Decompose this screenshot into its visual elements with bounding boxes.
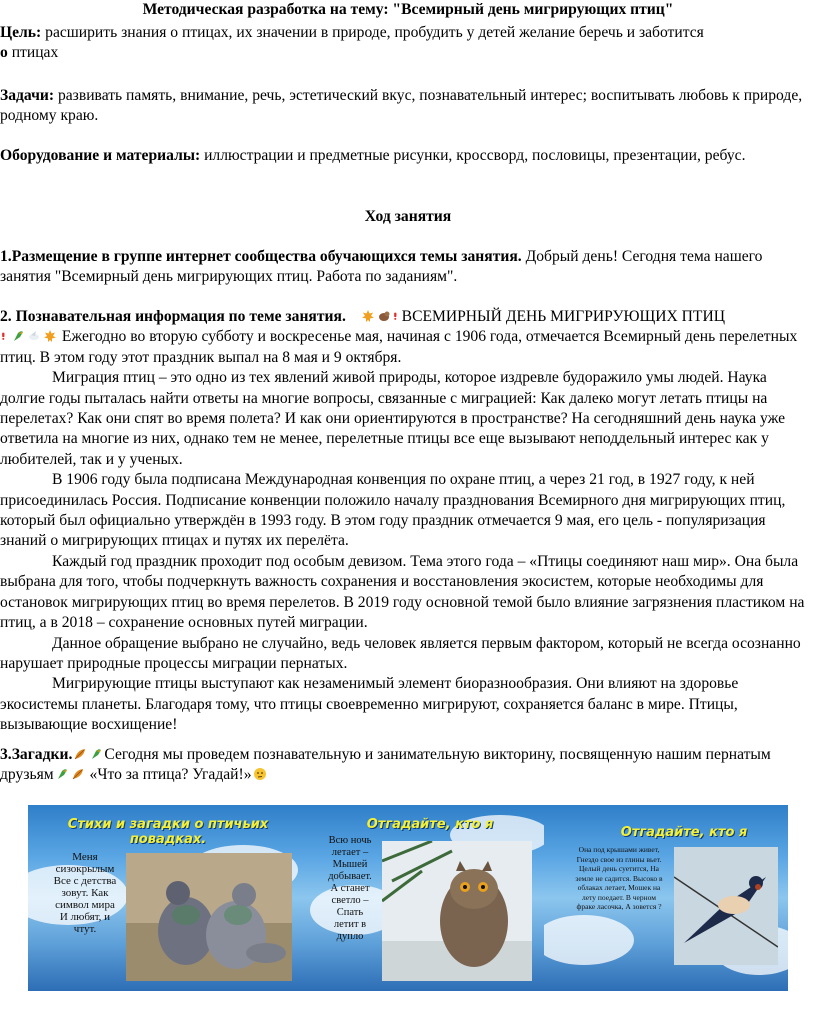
tasks-label: Задачи: xyxy=(0,87,55,104)
goal-text-tail: птицах xyxy=(7,44,59,62)
riddle-slide xyxy=(28,805,300,991)
autumn-leaves-icon xyxy=(73,747,87,761)
thinking-face-icon xyxy=(253,767,267,781)
slide-riddle-text: Всю ночь летает – Мышей добывает. А станет светло – Спать летит в дупло xyxy=(328,835,372,942)
slide-title: Отгадайте, кто я xyxy=(620,825,748,840)
riddle-slide xyxy=(544,805,788,991)
slide-riddle-text: Меня сизокрылым Все с детства зовут. Как символ мира И любят, и чтут. xyxy=(53,851,117,935)
pigeons-photo xyxy=(126,853,292,981)
section2-label: 2. Познавательная информация по теме занятия. xyxy=(0,308,346,325)
goal-paragraph xyxy=(0,23,806,64)
goal-text-o: о xyxy=(0,44,8,62)
tasks-text: развивать память, внимание, речь, эстетический вкус, познавательный интерес; воспитывать любовь к природе, родному краю. xyxy=(0,87,803,125)
parrot-icon xyxy=(55,767,69,781)
equipment-text: иллюстрации и предметные рисунки, кроссворд, пословицы, презентации, ребус. xyxy=(200,147,746,164)
owl-photo xyxy=(382,841,532,981)
section2-headline: ВСЕМИРНЫЙ ДЕНЬ МИГРИРУЮЩИХ ПТИЦ xyxy=(401,308,725,325)
bird-icon xyxy=(377,309,391,323)
swallow-photo xyxy=(674,847,778,965)
section3-quote: «Что за птица? Угадай!» xyxy=(85,766,252,784)
section3-paragraph xyxy=(0,745,806,786)
equipment-paragraph xyxy=(0,146,806,166)
parrot-icon xyxy=(11,329,25,343)
section2-block xyxy=(0,307,806,736)
cloud xyxy=(544,915,634,965)
riddle-slides xyxy=(28,805,788,991)
section2-paragraph-1: Миграция птиц – это одно из тех явлений живой природы, которое издревле будоражило умы людей. Наука долгие годы пыталась найти ответы на многие вопросы, связанные с миграцией: Как далеко могут летать птицы на перелетах? Как они спят во время полета? И как они ориентируются в пространстве? На сегодняшний день наука уже ответила на многие из них, однако тем не менее, перелетные птицы все еще вызывают неподдельный интерес как у любителей, так и у ученых. xyxy=(0,369,786,468)
section2-intro: Ежегодно во вторую субботу и воскресенье мая, начиная с 1906 года, отмечается Всемирный день перелетных птиц. В этом году этот праздник выпал на 8 мая и 9 октября. xyxy=(0,328,798,366)
tasks-paragraph xyxy=(0,86,806,127)
slide-riddle-text: Она под крышами живет, Гнездо свое из глины вьет. Целый день суетится, На земле не садится. Высоко в облаках летает, Мошек на лету поедает. В черном фраке ласочка, А зовется ? xyxy=(575,845,663,911)
maple-leaf-icon xyxy=(361,309,375,323)
goal-label: Цель: xyxy=(0,24,42,41)
maple-leaf-icon xyxy=(43,329,57,343)
slide-title: Отгадайте, кто я xyxy=(366,817,494,832)
dove-icon xyxy=(27,329,41,343)
autumn-leaves-icon xyxy=(71,767,85,781)
document-title: Методическая разработка на тему: "Всемирный день мигрирующих птиц" xyxy=(142,1,674,18)
parrot-icon xyxy=(89,747,103,761)
equipment-label: Оборудование и материалы: xyxy=(0,147,201,164)
section2-paragraph-5: Мигрирующие птицы выступают как незаменимый элемент биоразнообразия. Они влияют на здоровье экосистемы планеты. Благодаря тому, что птицы своевременно мигрируют, сохраняется баланс в мире. Птицы, вызывающие восхищение! xyxy=(0,675,739,734)
section3-text: Сегодня мы проведем познавательную и занимательную викторину, посвященную нашим пернатым друзьям xyxy=(0,746,771,784)
exclamation-icon xyxy=(1,329,9,343)
slide-title: Стихи и загадки о птичьих повадках. xyxy=(67,817,269,847)
section3-label: 3.Загадки. xyxy=(0,746,73,763)
section1-text: Добрый день! Сегодня тема нашего занятия "Всемирный день мигрирующих птиц. Работа по заданиям". xyxy=(0,248,763,286)
goal-text: расширить знания о птицах, их значении в природе, пробудить у детей желание беречь и заботится xyxy=(41,24,704,41)
section1-paragraph xyxy=(0,247,806,288)
section1-label: 1.Размещение в группе интернет сообщества обучающихся темы занятия. xyxy=(0,248,522,265)
lesson-heading: Ход занятия xyxy=(364,208,452,225)
exclamation-icon xyxy=(393,309,401,323)
section2-paragraph-4: Данное обращение выбрано не случайно, ведь человек является первым фактором, который не всегда осознанно нарушает природные процессы миграции пернатых. xyxy=(0,634,801,672)
riddle-slide xyxy=(300,805,544,991)
section2-paragraph-3: Каждый год праздник проходит под особым девизом. Тема этого года – «Птицы соединяют наш мир». Она была выбрана для того, чтобы подчеркнуть важность сохранения и восстановления экосистем, которые необходимы для остановок мигрирующих птиц во время перелетов. В 2019 году основной темой было влияние загрязнения пластиком на птиц, а в 2018 – сохранение основных путей миграции. xyxy=(0,552,805,632)
section2-paragraph-2: В 1906 году была подписана Международная конвенция по охране птиц, а через 21 год, в 1927 году, к ней присоединилась Россия. Подписание конвенции положило началу празднования Всемирного дня мигрирующих птиц, который был официально утверждён в 1993 году. В этом году праздник отмечается 9 мая, его цель - популяризация знаний о мигрирующих птицах и путях их перелёта. xyxy=(0,471,786,550)
